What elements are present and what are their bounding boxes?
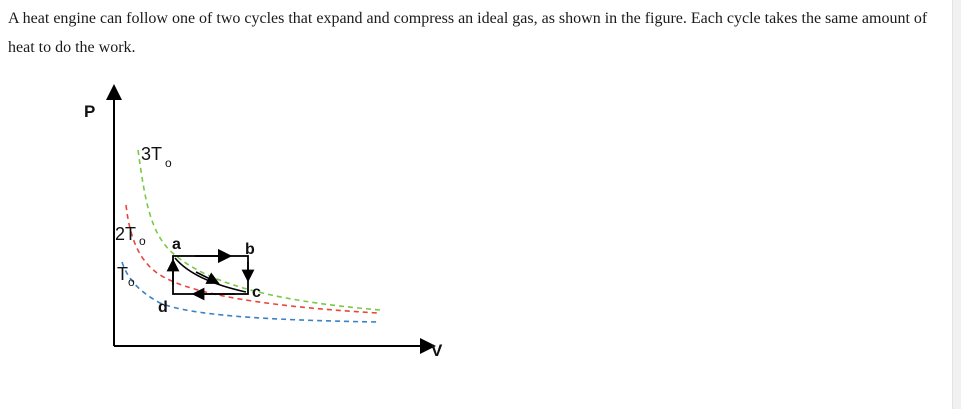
point-b-label: b [245,241,255,258]
svg-text:2T: 2T [115,224,137,244]
svg-text:o: o [165,156,172,170]
svg-text:3T: 3T [141,144,163,164]
question-text: A heat engine can follow one of two cycles that expand and compress an ideal gas, as shown in the figure. Each cycle takes the same amount of heat to do the work. [8,10,928,56]
label-t0 [117,264,135,289]
svg-text:T: T [117,264,128,284]
x-axis-label: V [431,341,443,360]
y-axis-label: P [84,102,96,121]
label-2t0 [115,224,146,248]
point-d-label: d [158,299,168,316]
point-a-label: a [172,236,181,253]
cycle-rectangle [173,256,248,294]
label-3t0 [141,144,172,170]
svg-text:o: o [139,234,146,248]
point-c-label: c [252,284,261,301]
svg-text:o: o [128,275,135,289]
